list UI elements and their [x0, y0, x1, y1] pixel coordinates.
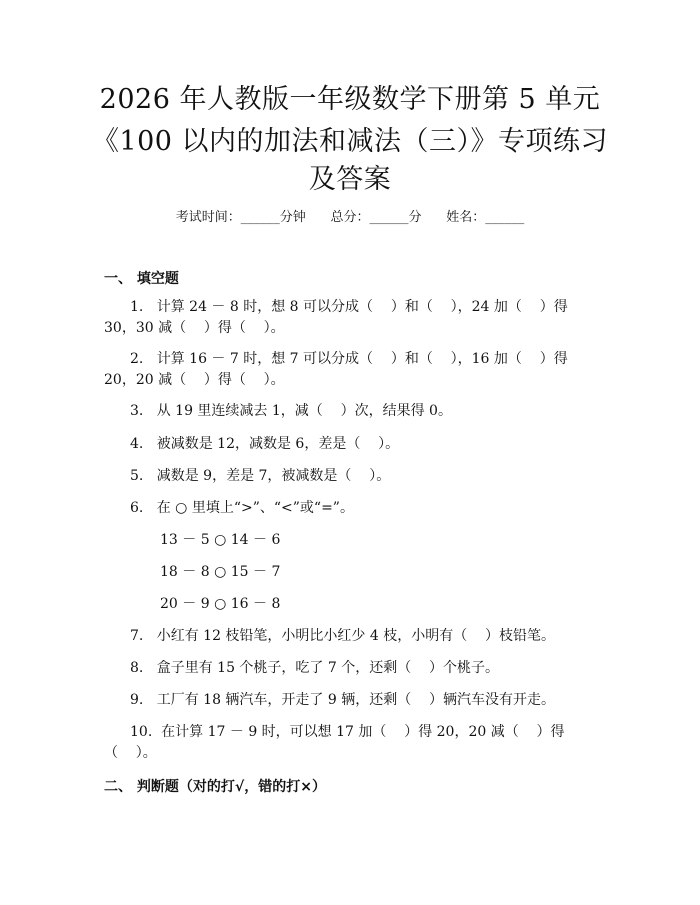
question-6: 6. 在 ○ 里填上“>”、“<”或“=”。 [130, 500, 354, 516]
question-10-line-1: 10. 在计算 17 － 9 时，可以想 17 加（ ）得 20，20 减（ ）得 [130, 724, 565, 740]
question-6-expression-1: 13 － 5 ○ 14 － 6 [160, 532, 281, 548]
question-4: 4. 被减数是 12，减数是 6，差是（ ）。 [130, 436, 400, 452]
title-line-1: 2026 年人教版一年级数学下册第 5 单元 [99, 84, 601, 115]
question-7: 7. 小红有 12 枝铅笔，小明比小红少 4 枝，小明有（ ）枝铅笔。 [130, 628, 556, 644]
section-heading-fill-blank: 一、 填空题 [104, 271, 179, 287]
title-line-3: 及答案 [308, 164, 392, 195]
question-2-line-1: 2. 计算 16 － 7 时，想 7 可以分成（ ）和（ ），16 加（ ）得 [130, 351, 568, 367]
question-8: 8. 盒子里有 15 个桃子，吃了 7 个，还剩（ ）个桃子。 [130, 660, 500, 676]
question-5: 5. 减数是 9，差是 7，被减数是（ ）。 [130, 468, 391, 484]
title-line-2: 《100 以内的加法和减法（三）》专项练习 [91, 126, 609, 157]
question-9: 9. 工厂有 18 辆汽车，开走了 9 辆，还剩（ ）辆汽车没有开走。 [130, 692, 556, 708]
exam-info-line: 考试时间：______分钟 总分：______分 姓名：______ [175, 210, 525, 225]
question-10-line-2: （ ）。 [104, 745, 157, 761]
question-6-expression-3: 20 － 9 ○ 16 － 8 [160, 596, 281, 612]
question-1-line-2: 30，30 减（ ）得（ ）。 [104, 320, 285, 336]
question-2-line-2: 20，20 减（ ）得（ ）。 [104, 372, 285, 388]
question-3: 3. 从 19 里连续减去 1，减（ ）次，结果得 0。 [130, 403, 452, 419]
question-6-expression-2: 18 － 8 ○ 15 － 7 [160, 564, 281, 580]
section-heading-true-false: 二、 判断题（对的打√，错的打×） [104, 779, 326, 795]
question-1-line-1: 1. 计算 24 － 8 时，想 8 可以分成（ ）和（ ），24 加（ ）得 [130, 299, 568, 315]
